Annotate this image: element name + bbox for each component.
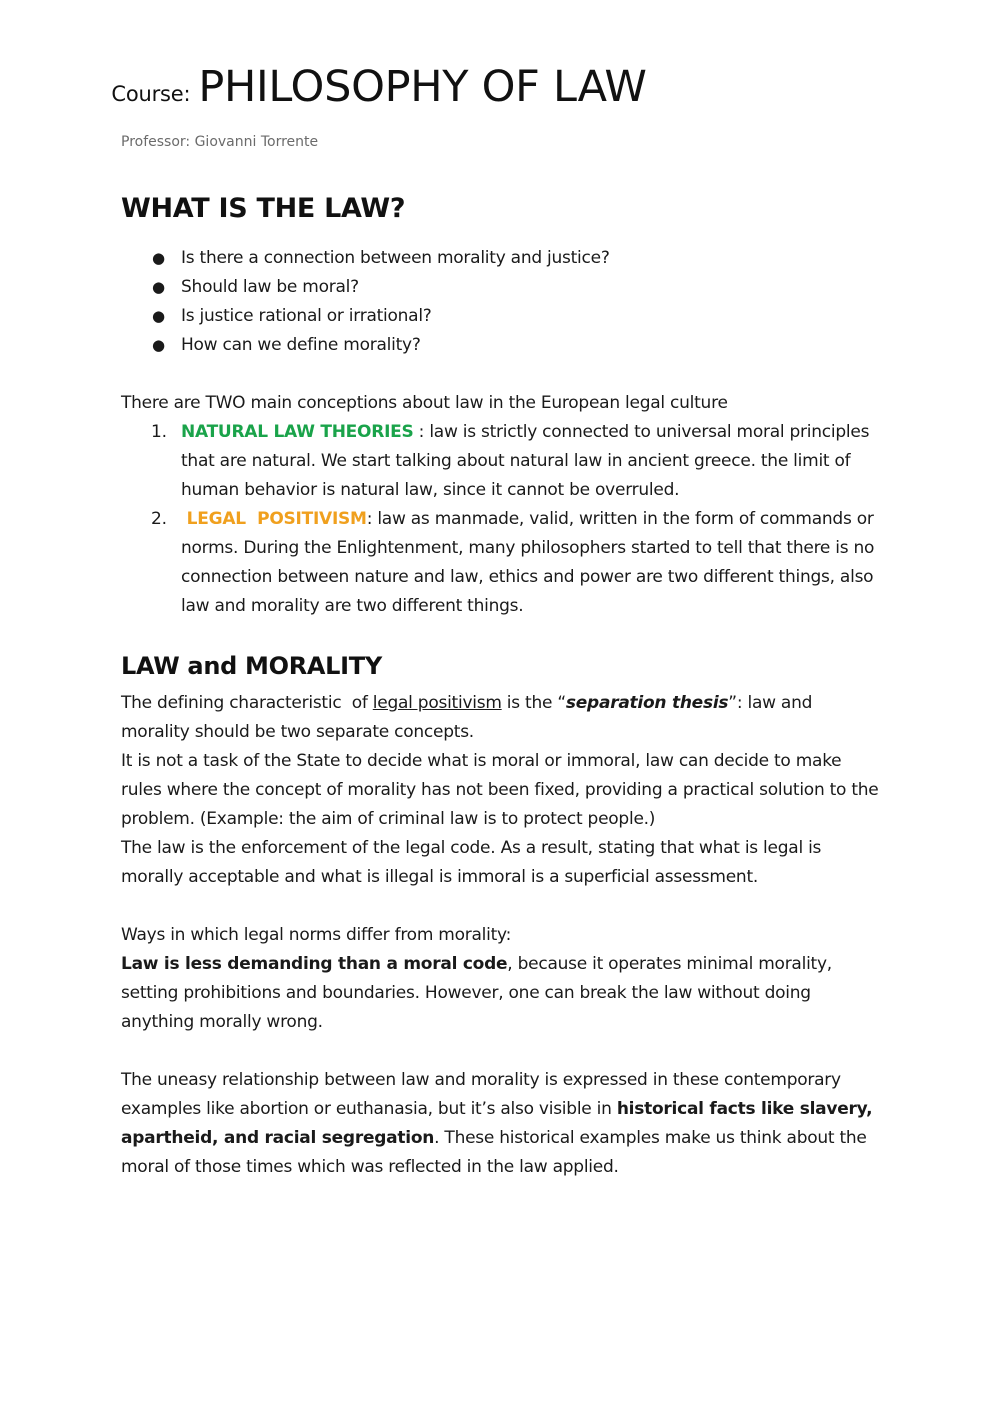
course-title: PHILOSOPHY OF LAW: [198, 62, 647, 112]
conception-text: : law is strictly connected to universal moral principles that are natural. We start talking about natural law in ancient greece. the limit of human behavior is natural law, since it cannot be overruled.: [181, 422, 870, 500]
text-run: . These historical examples make us think about the moral of those times which was reflected in the law applied.: [121, 1128, 867, 1177]
conceptions-list: [121, 418, 881, 621]
ways-intro: Ways in which legal norms differ from morality:: [121, 925, 512, 945]
natural-law-term: NATURAL LAW THEORIES: [181, 422, 414, 442]
text-run: The uneasy relationship between law and morality is expressed in these contemporary examples like abortion or euthanasia, but it’s also visible in: [121, 1070, 841, 1119]
list-item-text: Should law be moral?: [181, 277, 359, 297]
bullet-icon: ●: [152, 307, 165, 325]
historical-facts-bold: historical facts like slavery, apartheid, and racial segregation: [121, 1099, 873, 1148]
separation-thesis-paragraph: [121, 689, 881, 892]
legal-positivism-term: LEGAL POSITIVISM: [181, 509, 367, 529]
conception-text: : law as manmade, valid, written in the form of commands or norms. During the Enlightenment, many philosophers started to tell that there is no connection between nature and law, ethics and power are two different things, also law and morality are two different things.: [181, 509, 875, 616]
bullet-icon: ●: [152, 336, 165, 354]
list-item: [121, 273, 610, 302]
list-item-text: Is justice rational or irrational?: [181, 306, 432, 326]
list-item: [121, 302, 610, 331]
list-item-text: Is there a connection between morality and justice?: [181, 248, 610, 268]
uneasy-relationship-paragraph: [121, 1066, 881, 1182]
course-label: Course:: [111, 82, 191, 106]
ways-paragraph: [121, 921, 881, 1037]
conceptions-intro: There are TWO main conceptions about law in the European legal culture: [121, 393, 728, 413]
separation-thesis-emphasis: separation thesis: [565, 693, 729, 713]
list-item-text: How can we define morality?: [181, 335, 421, 355]
ways-bold: Law is less demanding than a moral code: [121, 954, 508, 974]
item-number: 2.: [151, 509, 167, 529]
question-list: [121, 244, 610, 360]
document-title: [0, 62, 879, 112]
enforcement-paragraph: The law is the enforcement of the legal code. As a result, stating that what is legal is morally acceptable and what is illegal is immoral is a superficial assessment.: [121, 838, 822, 887]
text-run: is the “: [501, 693, 566, 713]
bullet-icon: ●: [152, 249, 165, 267]
state-paragraph: It is not a task of the State to decide what is moral or immoral, law can decide to make rules where the concept of morality has not been fixed, providing a practical solution to the problem. (Example: the aim of criminal law is to protect people.): [121, 751, 879, 829]
section-heading-law-and-morality: LAW and MORALITY: [121, 652, 382, 680]
conception-item: [121, 418, 881, 505]
list-item: [121, 244, 610, 273]
ways-rest: , because it operates minimal morality, setting prohibitions and boundaries. However, one can break the law without doing anything morally wrong.: [121, 954, 832, 1032]
legal-positivism-link[interactable]: legal positivism: [372, 693, 502, 713]
conception-item: [121, 505, 881, 621]
bullet-icon: ●: [152, 278, 165, 296]
text-run: The defining characteristic of: [121, 693, 373, 713]
professor-line: Professor: Giovanni Torrente: [121, 134, 319, 150]
section-heading-what-is-law: WHAT IS THE LAW?: [121, 193, 406, 224]
text-run: ”: law and morality should be two separate concepts.: [121, 693, 813, 742]
list-item: [121, 331, 610, 360]
item-number: 1.: [151, 422, 167, 442]
